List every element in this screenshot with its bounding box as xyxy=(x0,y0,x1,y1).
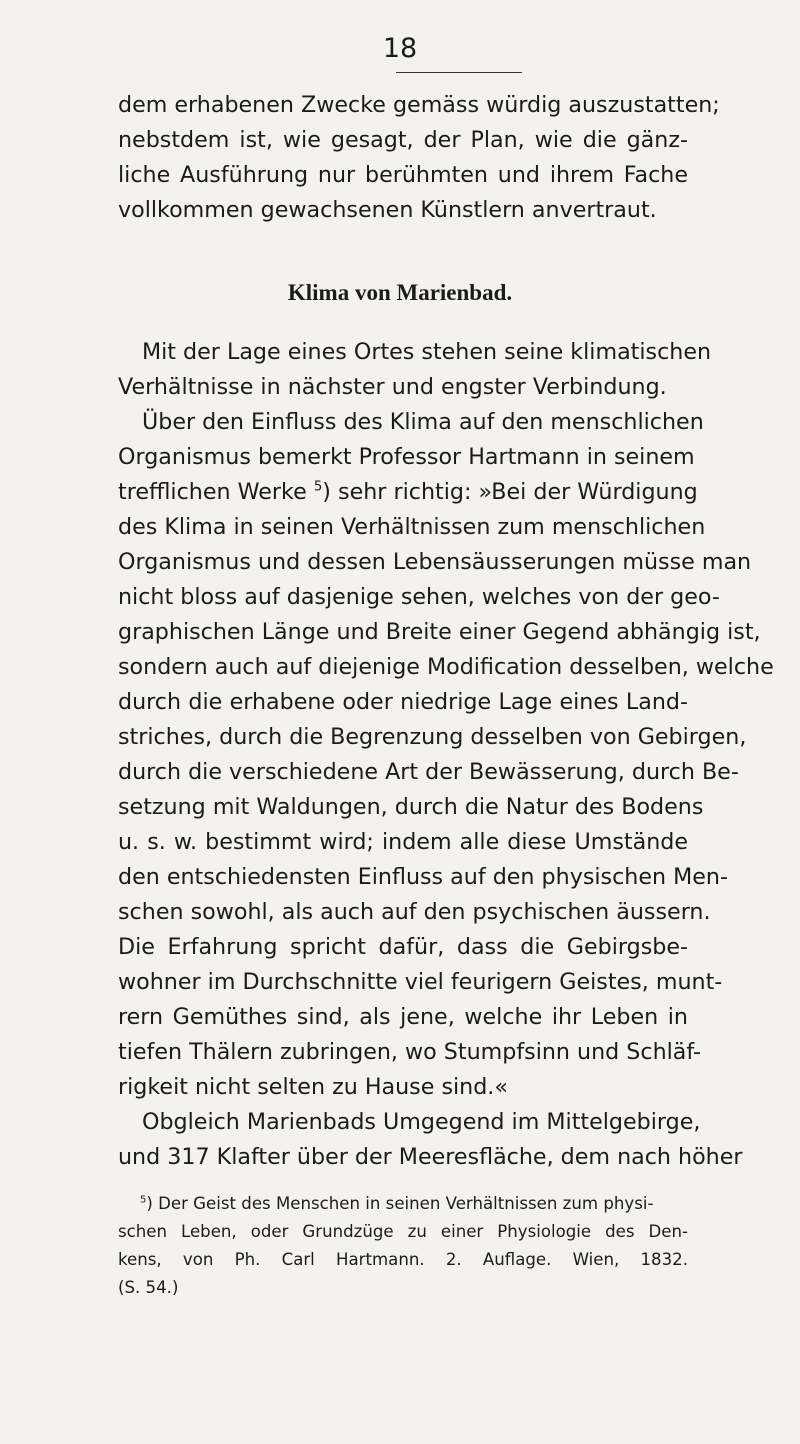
text-line: durch die verschiedene Art der Bewässerung, durch Be- xyxy=(118,759,739,785)
footnote-line: kens, von Ph. Carl Hartmann. 2. Auflage. Wien, 1832. xyxy=(118,1250,688,1269)
text-line: durch die erhabene oder niedrige Lage eines Land- xyxy=(118,689,688,715)
text-line: nicht bloss auf dasjenige sehen, welches von der geo- xyxy=(118,584,720,610)
text-line: striches, durch die Begrenzung desselben von Gebirgen, xyxy=(118,724,747,750)
footnote-marker: 5 xyxy=(140,1194,147,1206)
text-fragment: trefflichen Werke xyxy=(118,479,307,505)
text-line: dem erhabenen Zwecke gemäss würdig auszustatten; xyxy=(118,92,720,118)
text-line: Über den Einfluss des Klima auf den menschlichen xyxy=(142,409,704,435)
footnote-reference: $^5$) xyxy=(313,479,339,505)
text-line: schen sowohl, als auch auf den psychischen äussern. xyxy=(118,899,711,925)
text-line: Organismus bemerkt Professor Hartmann in seinem xyxy=(118,444,695,470)
text-line: Mit der Lage eines Ortes stehen seine klimatischen xyxy=(142,339,712,365)
text-line-with-footnote xyxy=(118,474,698,510)
text-line: Organismus und dessen Lebensäusserungen müsse man xyxy=(118,549,752,575)
footnote-line: schen Leben, oder Grundzüge zu einer Physiologie des Den- xyxy=(118,1222,688,1241)
text-line: rigkeit nicht selten zu Hause sind.« xyxy=(118,1074,508,1100)
footnote-text: Der Geist des Menschen in seinen Verhältnissen zum physi- xyxy=(158,1194,654,1213)
text-line: sondern auch auf diejenige Modification desselben, welche xyxy=(118,654,774,680)
page-number: 18 xyxy=(382,33,418,64)
text-line: des Klima in seinen Verhältnissen zum menschlichen xyxy=(118,514,706,540)
section-heading: Klima von Marienbad. xyxy=(287,280,513,305)
text-line: nebstdem ist, wie gesagt, der Plan, wie die gänz- xyxy=(118,127,688,153)
footnote-marker: 5 xyxy=(313,479,323,495)
text-line: setzung mit Waldungen, durch die Natur des Bodens xyxy=(118,794,704,820)
text-line: den entschiedensten Einfluss auf den physischen Men- xyxy=(118,864,728,890)
text-line: Die Erfahrung spricht dafür, dass die Gebirgsbe- xyxy=(118,934,688,960)
text-line: liche Ausführung nur berühmten und ihrem Fache xyxy=(118,162,688,188)
text-line: tiefen Thälern zubringen, wo Stumpfsinn und Schläf- xyxy=(118,1039,702,1065)
text-line: wohner im Durchschnitte viel feurigern Geistes, munt- xyxy=(118,969,723,995)
text-line: rern Gemüthes sind, als jene, welche ihr Leben in xyxy=(118,1004,688,1030)
text-line: graphischen Länge und Breite einer Gegend abhängig ist, xyxy=(118,619,761,645)
text-line: vollkommen gewachsenen Künstlern anvertraut. xyxy=(118,197,657,223)
text-fragment: sehr richtig: »Bei der Würdigung xyxy=(338,479,698,505)
text-line: u. s. w. bestimmt wird; indem alle diese Umstände xyxy=(118,829,688,855)
header-rule xyxy=(396,72,522,73)
footnote-line: $^5$) Der Geist des Menschen in seinen Verhältnissen zum physi- xyxy=(140,1194,654,1213)
text-line: Obgleich Marienbads Umgegend im Mittelgebirge, xyxy=(142,1109,701,1135)
text-line: Verhältnisse in nächster und engster Verbindung. xyxy=(118,374,667,400)
footnote-line: (S. 54.) xyxy=(118,1278,179,1297)
text-line: und 317 Klafter über der Meeresfläche, dem nach höher xyxy=(118,1144,743,1170)
